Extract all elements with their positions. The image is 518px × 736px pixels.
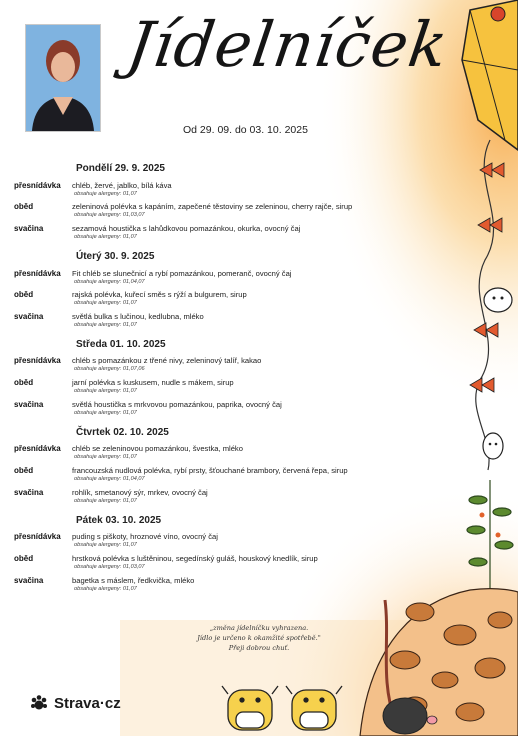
meal-description: Fit chléb se slunečnicí a rybí pomazánkou, pomeranč, ovocný čaj bbox=[72, 269, 292, 278]
meal-allergens: obsahuje alergeny: 01,07 bbox=[74, 498, 137, 504]
meal-description: chléb s pomazánkou z třené nivy, zeleninový talíř, kakao bbox=[72, 356, 262, 365]
meal-allergens: obsahuje alergeny: 01,07 bbox=[74, 234, 137, 240]
meal-allergens: obsahuje alergeny: 01,03,07 bbox=[74, 564, 145, 570]
meal-description: bagetka s máslem, ředkvička, mléko bbox=[72, 576, 195, 585]
meal-allergens: obsahuje alergeny: 01,07 bbox=[74, 300, 137, 306]
meal-allergens: obsahuje alergeny: 01,07 bbox=[74, 388, 137, 394]
date-range: Od 29. 09. do 03. 10. 2025 bbox=[183, 124, 308, 136]
meal-row bbox=[14, 290, 454, 310]
meal-type: přesnídávka bbox=[14, 444, 61, 453]
meal-row bbox=[14, 224, 454, 244]
meal-type: přesnídávka bbox=[14, 181, 61, 190]
meal-row bbox=[14, 400, 454, 420]
meal-allergens: obsahuje alergeny: 01,07 bbox=[74, 542, 137, 548]
meal-type: přesnídávka bbox=[14, 356, 61, 365]
meal-description: puding s piškoty, hroznové víno, ovocný čaj bbox=[72, 532, 218, 541]
meal-description: světlá houstička s mrkvovou pomazánkou, paprika, ovocný čaj bbox=[72, 400, 282, 409]
meal-type: oběd bbox=[14, 202, 34, 211]
author-photo bbox=[25, 24, 101, 132]
meal-allergens: obsahuje alergeny: 01,07 bbox=[74, 454, 137, 460]
meal-type: přesnídávka bbox=[14, 532, 61, 541]
meal-type: svačina bbox=[14, 312, 44, 321]
meal-row bbox=[14, 181, 454, 201]
meal-row bbox=[14, 554, 454, 574]
day-heading: Pondělí 29. 9. 2025 bbox=[76, 163, 165, 174]
meal-type: svačina bbox=[14, 488, 44, 497]
meal-row bbox=[14, 532, 454, 552]
page-title: Jídelníček bbox=[122, 8, 453, 81]
footer-note-line: Přeji dobrou chuť. bbox=[228, 644, 290, 652]
meal-description: sezamová houstička s lahůdkovou pomazánkou, okurka, ovocný čaj bbox=[72, 224, 301, 233]
meal-description: chléb, žervé, jablko, bílá káva bbox=[72, 181, 172, 190]
meal-allergens: obsahuje alergeny: 01,07 bbox=[74, 410, 137, 416]
meal-row bbox=[14, 269, 454, 289]
day-heading: Úterý 30. 9. 2025 bbox=[76, 251, 155, 262]
meal-allergens: obsahuje alergeny: 01,04,07 bbox=[74, 476, 145, 482]
meal-description: zeleninová polévka s kapáním, zapečené těstoviny se zeleninou, cherry rajče, sirup bbox=[72, 202, 353, 211]
meal-type: přesnídávka bbox=[14, 269, 61, 278]
meal-allergens: obsahuje alergeny: 01,07,06 bbox=[74, 366, 145, 372]
day-heading: Čtvrtek 02. 10. 2025 bbox=[76, 427, 169, 438]
meal-type: oběd bbox=[14, 290, 34, 299]
meal-description: rajská polévka, kuřecí směs s rýží a bulgurem, sirup bbox=[72, 290, 247, 299]
meal-description: chléb se zeleninovou pomazánkou, švestka, mléko bbox=[72, 444, 243, 453]
meal-description: hrstková polévka s luštěninou, segedínský guláš, houskový knedlík, sirup bbox=[72, 554, 318, 563]
paw-icon bbox=[30, 694, 48, 712]
meal-type: oběd bbox=[14, 378, 34, 387]
brand-name: Strava·cz bbox=[54, 694, 121, 712]
brand-logo bbox=[30, 694, 121, 712]
meal-type: oběd bbox=[14, 554, 34, 563]
meal-row bbox=[14, 202, 454, 222]
meal-type: svačina bbox=[14, 576, 44, 585]
meal-allergens: obsahuje alergeny: 01,07 bbox=[74, 586, 137, 592]
meal-description: světlá bulka s lučinou, kedlubna, mléko bbox=[72, 312, 204, 321]
meal-allergens: obsahuje alergeny: 01,03,07 bbox=[74, 212, 145, 218]
footer-note-line: Jídlo je určeno k okamžité spotřebě." bbox=[197, 634, 321, 642]
meal-description: francouzská nudlová polévka, rybí prsty, šťouchané brambory, červená řepa, sirup bbox=[72, 466, 348, 475]
meal-type: svačina bbox=[14, 400, 44, 409]
meal-row bbox=[14, 488, 454, 508]
day-heading: Pátek 03. 10. 2025 bbox=[76, 515, 162, 526]
meal-row bbox=[14, 356, 454, 376]
meal-allergens: obsahuje alergeny: 01,07 bbox=[74, 322, 137, 328]
meal-row bbox=[14, 576, 454, 596]
meal-allergens: obsahuje alergeny: 01,04,07 bbox=[74, 279, 145, 285]
meal-type: oběd bbox=[14, 466, 34, 475]
footer-note-line: „změna jídelníčku vyhrazena. bbox=[209, 624, 309, 632]
meal-row bbox=[14, 312, 454, 332]
meal-row bbox=[14, 378, 454, 398]
meal-description: rohlík, smetanový sýr, mrkev, ovocný čaj bbox=[72, 488, 208, 497]
meal-allergens: obsahuje alergeny: 01,07 bbox=[74, 191, 137, 197]
day-heading: Středa 01. 10. 2025 bbox=[76, 339, 166, 350]
meal-row bbox=[14, 466, 454, 486]
meal-description: jarní polévka s kuskusem, nudle s mákem, sirup bbox=[72, 378, 234, 387]
meal-row bbox=[14, 444, 454, 464]
meal-type: svačina bbox=[14, 224, 44, 233]
portrait-icon bbox=[26, 25, 100, 131]
